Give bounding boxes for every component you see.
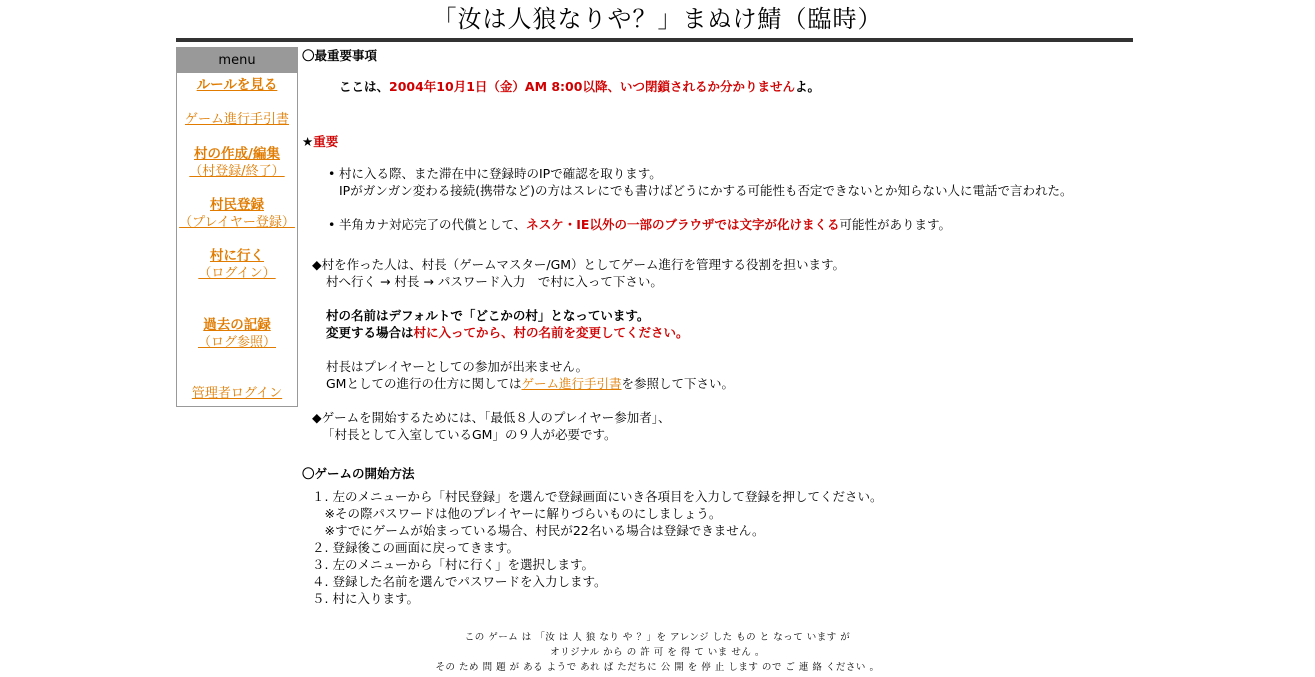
- howto-step: ※すでにゲームが始まっている場合、村民が22名いる場合は登録できません。: [312, 523, 765, 538]
- ip-check-line1: 村に入る際、また滞在中に登録時のIPで確認を取ります。: [339, 166, 662, 181]
- ip-check-line2: IPがガンガン変わる接続(携帯など)の方はスレにでも書けばどうにかする可能性も否定できないとか知らない人に電話で言われた。: [339, 183, 1073, 198]
- closure-prefix: ここは、: [339, 79, 390, 94]
- howto-step: ※その際パスワードは他のプレイヤーに解りづらいものにしましょう。: [312, 506, 722, 521]
- chief-suffix: を参照して下さい。: [621, 376, 735, 391]
- howto-step: ５. 村に入ります。: [312, 591, 419, 606]
- start-requirement-line2: 「村長として入室しているGM」の９人が必要です。: [322, 427, 617, 442]
- village-name-prefix: 変更する場合は: [326, 325, 414, 340]
- guide-link[interactable]: ゲーム進行手引書: [521, 376, 622, 391]
- footer-notice: [0, 630, 1315, 675]
- bullet-icon: •: [328, 217, 336, 232]
- kana-suffix: 可能性があります。: [839, 217, 951, 232]
- chief-prefix: GMとしての進行の仕方に関しては: [326, 376, 522, 391]
- menu-logs-link[interactable]: 過去の記録: [203, 317, 271, 333]
- menu-rules-link[interactable]: ルールを見る: [196, 77, 278, 93]
- closure-highlight: 2004年10月1日（金）AM 8:00以降、いつ閉鎖されるか分かりません: [389, 79, 795, 94]
- village-name-line1: 村の名前はデフォルトで「どこかの村」となっています。: [326, 308, 650, 323]
- menu-guide-link[interactable]: ゲーム進行手引書: [184, 112, 289, 127]
- page-title: 「汝は人狼なりや？」まぬけ鯖（臨時）: [432, 5, 883, 33]
- chief-line2: [326, 375, 734, 392]
- village-name-highlight: 村に入ってから、村の名前を変更してください。: [413, 325, 689, 340]
- menu-header: menu: [177, 48, 297, 73]
- menu-login-link[interactable]: 村に行く: [210, 248, 264, 264]
- chief-line1: 村長はプレイヤーとしての参加が出来ません。: [326, 359, 589, 374]
- gm-role-line1: ◆村を作った人は、村長（ゲームマスター/GM）としてゲーム進行を管理する役割を担います。: [312, 257, 846, 272]
- menu-register-link[interactable]: 村民登録: [210, 197, 264, 213]
- village-name-line2: [326, 324, 689, 341]
- menu-admin-login-link[interactable]: 管理者ログイン: [191, 386, 283, 401]
- menu-register-sub[interactable]: （プレイヤー登録）: [179, 215, 295, 230]
- title-divider: [176, 38, 1133, 42]
- footer-line: この ゲーム は 「汝 は 人 狼 なり や ？」を アレンジ した もの と なって います が: [464, 632, 851, 643]
- start-requirement-line1: ◆ゲームを開始するためには、「最低８人のプレイヤー参加者」、: [312, 410, 671, 425]
- howto-step: ２. 登録後この画面に戻ってきます。: [312, 540, 519, 555]
- menu-logs-sub[interactable]: （ログ参照）: [197, 335, 276, 350]
- bullet-icon: •: [328, 166, 336, 181]
- footer-line: その ため 問 題 が ある ようで あれ ば ただちに 公 開 を 停 止 します ので ご 連 絡 ください 。: [435, 662, 880, 673]
- footer-line: オリジナル から の 許 可 を 得 て いま せん 。: [550, 647, 765, 658]
- howto-heading: 〇ゲームの開始方法: [302, 466, 415, 481]
- closure-suffix: よ。: [794, 79, 820, 94]
- menu-create-village-sub[interactable]: （村登録/終了）: [189, 164, 285, 179]
- notice-label: 重要: [313, 134, 339, 149]
- important-heading: 〇最重要事項: [302, 48, 378, 63]
- menu-create-village-link[interactable]: 村の作成/編集: [194, 146, 280, 162]
- kana-notice: [339, 216, 951, 233]
- closure-notice: [339, 78, 820, 95]
- kana-highlight: ネスケ・IE以外の一部のブラウザでは文字が化けまくる: [526, 217, 840, 232]
- kana-prefix: 半角カナ対応完了の代償として、: [339, 217, 527, 232]
- howto-step: ４. 登録した名前を選んでパスワードを入力します。: [312, 574, 607, 589]
- notice-heading: [302, 133, 338, 150]
- menu-login-sub[interactable]: （ログイン）: [198, 266, 276, 281]
- sidebar-menu: [176, 47, 298, 407]
- howto-step: ３. 左のメニューから「村に行く」を選択します。: [312, 557, 594, 572]
- gm-role-line2: 村へ行く → 村長 → パスワード入力 で村に入って下さい。: [326, 274, 663, 289]
- star-icon: ★: [302, 134, 314, 149]
- howto-step: １. 左のメニューから「村民登録」を選んで登録画面にいき各項目を入力して登録を押してください。: [312, 489, 883, 504]
